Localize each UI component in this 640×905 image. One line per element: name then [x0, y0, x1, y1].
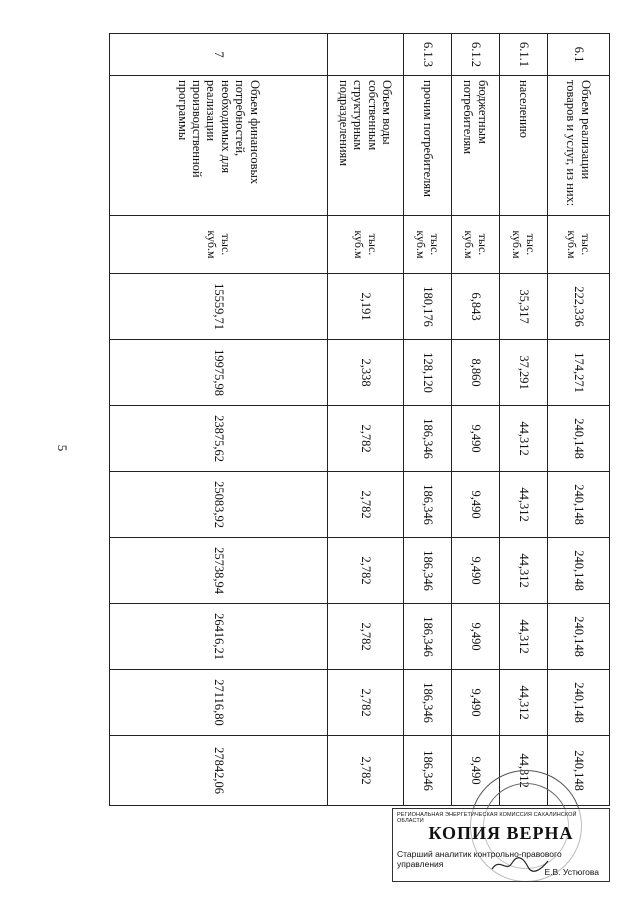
- value-cell: 44,312: [500, 406, 548, 472]
- value-cell: 44,312: [500, 736, 548, 806]
- value-cell: 9,490: [452, 604, 500, 670]
- value-cell: 2,782: [328, 736, 404, 806]
- value-cell: 9,490: [452, 670, 500, 736]
- value-cell: 23875,62: [110, 406, 328, 472]
- row-number-cell: 6.1.1: [500, 34, 548, 76]
- table-row: [452, 34, 500, 806]
- unit-cell: тыс. куб.м: [110, 216, 328, 274]
- value-cell: 44,312: [500, 538, 548, 604]
- table-row: [110, 34, 328, 806]
- value-cell: 9,490: [452, 406, 500, 472]
- value-cell: 240,148: [548, 736, 610, 806]
- unit-cell: тыс. куб.м: [452, 216, 500, 274]
- value-cell: 25738,94: [110, 538, 328, 604]
- value-cell: 240,148: [548, 604, 610, 670]
- table-row: [328, 34, 404, 806]
- value-cell: 186,346: [404, 406, 452, 472]
- value-cell: 186,346: [404, 604, 452, 670]
- value-cell: 44,312: [500, 604, 548, 670]
- value-cell: 6,843: [452, 274, 500, 340]
- unit-cell: тыс. куб.м: [404, 216, 452, 274]
- value-cell: 35,317: [500, 274, 548, 340]
- indicator-name-cell: Объем финансовых потребностей, необходимых для реализации производственной программы: [110, 76, 328, 216]
- table-row: [500, 34, 548, 806]
- value-cell: 128,120: [404, 340, 452, 406]
- unit-cell: тыс. куб.м: [328, 216, 404, 274]
- value-cell: 180,176: [404, 274, 452, 340]
- indicator-name-cell: Объем воды собственным структурным подразделениям: [328, 76, 404, 216]
- value-cell: 26416,21: [110, 604, 328, 670]
- value-cell: 240,148: [548, 670, 610, 736]
- stamp-position: Старший аналитик контрольно-правового управления: [397, 849, 562, 869]
- value-cell: 240,148: [548, 472, 610, 538]
- value-cell: 240,148: [548, 538, 610, 604]
- value-cell: 9,490: [452, 538, 500, 604]
- value-cell: 44,312: [500, 670, 548, 736]
- value-cell: 174,271: [548, 340, 610, 406]
- table-container: [109, 33, 610, 805]
- value-cell: 8,860: [452, 340, 500, 406]
- stamp-organization: РЕГИОНАЛЬНАЯ ЭНЕРГЕТИЧЕСКАЯ КОМИССИЯ САХАЛИНСКОЙ ОБЛАСТИ: [397, 812, 577, 824]
- value-cell: 9,490: [452, 736, 500, 806]
- row-number-cell: 6.1.3: [404, 34, 452, 76]
- value-cell: 186,346: [404, 670, 452, 736]
- indicator-name-cell: населению: [500, 76, 548, 216]
- production-program-table: [109, 33, 610, 806]
- value-cell: 15559,71: [110, 274, 328, 340]
- value-cell: 37,291: [500, 340, 548, 406]
- value-cell: 2,782: [328, 472, 404, 538]
- value-cell: 25083,92: [110, 472, 328, 538]
- unit-cell: тыс. куб.м: [500, 216, 548, 274]
- table-rotated: [109, 33, 610, 805]
- value-cell: 27116,80: [110, 670, 328, 736]
- value-cell: 240,148: [548, 406, 610, 472]
- value-cell: 186,346: [404, 736, 452, 806]
- value-cell: 2,782: [328, 406, 404, 472]
- value-cell: 44,312: [500, 472, 548, 538]
- handwritten-signature: [490, 855, 550, 875]
- value-cell: 9,490: [452, 472, 500, 538]
- row-number-cell: 7: [110, 34, 328, 76]
- value-cell: 186,346: [404, 538, 452, 604]
- value-cell: 2,338: [328, 340, 404, 406]
- value-cell: 27842,06: [110, 736, 328, 806]
- row-number-cell: [328, 34, 404, 76]
- unit-cell: тыс. куб.м: [548, 216, 610, 274]
- table-row: [404, 34, 452, 806]
- row-number-cell: 6.1: [548, 34, 610, 76]
- value-cell: 2,782: [328, 538, 404, 604]
- page-number: 5: [55, 444, 70, 452]
- value-cell: 2,782: [328, 604, 404, 670]
- indicator-name-cell: бюджетным потребителям: [452, 76, 500, 216]
- row-number-cell: 6.1.2: [452, 34, 500, 76]
- indicator-name-cell: Объем реализации товаров и услуг, из них:: [548, 76, 610, 216]
- indicator-name-cell: прочим потребителям: [404, 76, 452, 216]
- value-cell: 186,346: [404, 472, 452, 538]
- value-cell: 2,782: [328, 670, 404, 736]
- value-cell: 222,336: [548, 274, 610, 340]
- stamp-title: КОПИЯ ВЕРНА: [428, 823, 574, 843]
- stamp-signer: Е.В. Устюгова: [544, 867, 599, 877]
- value-cell: 19975,98: [110, 340, 328, 406]
- table-row: [548, 34, 610, 806]
- value-cell: 2,191: [328, 274, 404, 340]
